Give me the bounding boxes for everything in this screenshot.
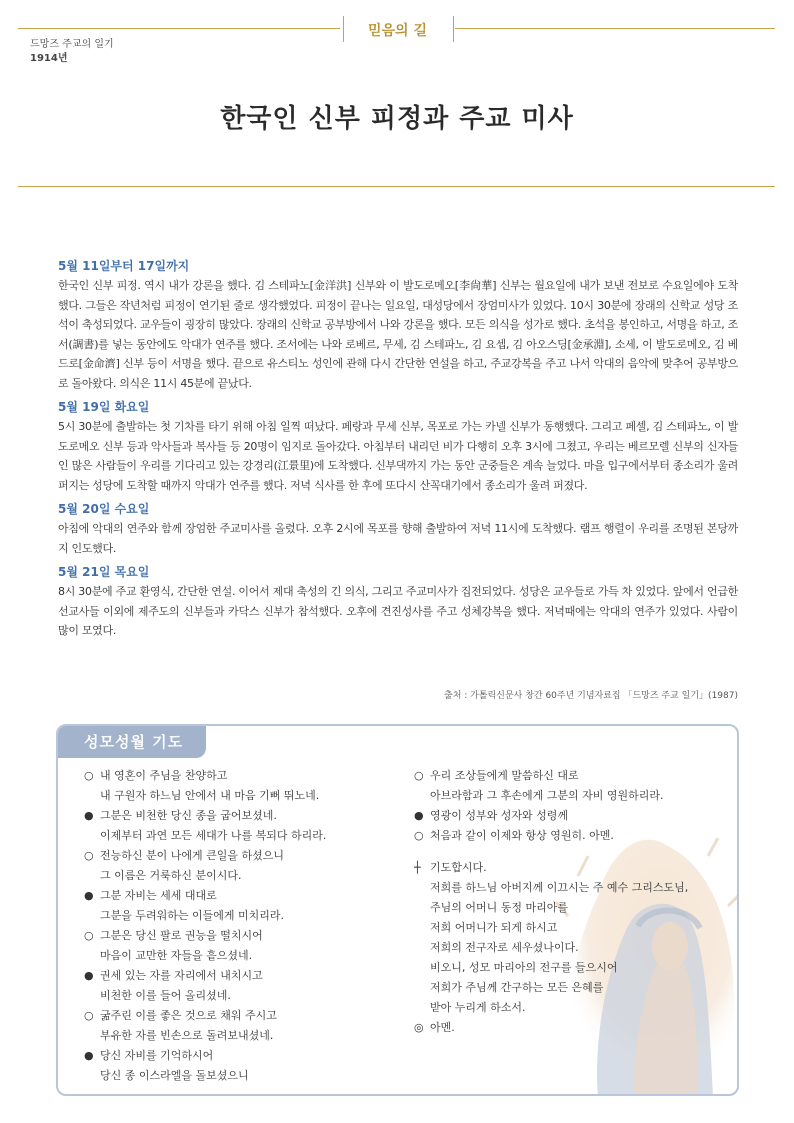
series-year: 1914년	[30, 53, 68, 64]
diary-entry	[58, 256, 738, 393]
verse-line: 내 영혼이 주님을 찬양하고	[100, 769, 228, 782]
prayer-verse	[414, 826, 734, 846]
verse-line: 그분은 비천한 당신 종을 굽어보셨네.	[100, 809, 277, 822]
verse-continuation: 아브라함과 그 후손에게 그분의 자비 영원하리라.	[430, 789, 664, 802]
verse-line: 처음과 같이 이제와 항상 영원히. 아멘.	[430, 829, 614, 842]
prayer-verse	[84, 1046, 414, 1086]
closing-amen: 아멘.	[430, 1021, 455, 1034]
prayer-heading: 성모성월 기도	[58, 726, 206, 758]
verse-bullet: ○	[414, 829, 424, 842]
verse-bullet: ●	[84, 969, 94, 982]
section-label: 믿음의 길	[368, 23, 427, 39]
prayer-verse	[84, 886, 414, 926]
entry-date: 5월 21일 목요일	[58, 565, 150, 579]
amen-icon: ◎	[414, 1021, 424, 1034]
source-citation: 출처 : 가톨릭신문사 창간 60주년 기념자료집 「드망즈 주교 일기」(1987)	[444, 691, 738, 701]
verse-line: 전능하신 분이 나에게 큰일을 하셨으니	[100, 849, 285, 862]
series-name: 드망즈 주교의 일기	[30, 39, 114, 50]
entry-date: 5월 11일부터 17일까지	[58, 259, 190, 273]
verse-bullet: ●	[414, 809, 424, 822]
verse-continuation: 이제부터 과연 모든 세대가 나를 복되다 하리라.	[100, 829, 327, 842]
verse-bullet: ●	[84, 1049, 94, 1062]
verse-continuation: 부유한 자를 빈손으로 돌려보내셨네.	[100, 1029, 274, 1042]
entry-body: 한국인 신부 피정. 역시 내가 강론을 했다. 김 스테파노[金洋洪] 신부와 이 발도로메오[李尙華] 신부는 월요일에 내가 보낸 전보로 수요일에야 도착했다. 그들은 작년처럼 피정이 연기된 줄로 생각했었다. 피정이 끝나는 일요일, 대성당에서 장엄미사가 있었다. 10시 30분에 장래의 신학교 성당 조석이 축성되었다. 교우들이 굉장히 많았다. 장래의 신학교 공부방에서 나와 강론을 했다. 모든 의식을 성가로 했다. 초석을 봉인하고, 서명을 하고, 조서(調書)를 넣는 동안에도 악대가 연주를 했다. 조서에는 나와 로베르, 무세, 김 스테파노, 김 요셉, 김 아오스딩[金承淵], 소세, 이 발도로메오, 김 베드로[金命濟] 신부 등이 서명을 했다. 끝으로 유스티노 성인에 관해 다시 간단한 연설을 하고, 주교강복을 주고 나서 악대의 음악에 맞추어 공부방으로 돌아왔다. 의식은 11시 45분에 끝났다.	[58, 279, 738, 390]
entry-body: 8시 30분에 주교 환영식, 간단한 연설. 이어서 제대 축성의 긴 의식, 그리고 주교미사가 집전되었다. 성당은 교우들로 가득 차 있었다. 앞에서 언급한 선교사들 이외에 제주도의 신부들과 카닥스 신부가 참석했다. 오후에 견진성사를 주고 성체강복을 했다. 저녁때에는 악대의 연주가 있었다. 사람이 많이 모였다.	[58, 585, 738, 637]
entry-date: 5월 19일 화요일	[58, 400, 150, 414]
verse-bullet: ○	[84, 1009, 94, 1022]
closing-line: 저희 어머니가 되게 하시고	[430, 921, 558, 934]
closing-intro: 기도합시다.	[430, 861, 487, 874]
entry-body: 5시 30분에 출발하는 첫 기차를 타기 위해 아침 일찍 떠났다. 페랑과 무세 신부, 목포로 가는 카넬 신부가 동행했다. 그리고 페셀, 김 스테파노, 이 발도로메오 신부 등과 악사들과 복사들 등 20명이 임지로 돌아갔다. 아침부터 내리던 비가 다행히 오후 3시에 그쳤고, 우리는 베르모렐 신부의 신자들인 많은 사람들이 우리를 기다리고 있는 강경리(江景里)에 도착했다. 신부댁까지 가는 동안 군중들은 계속 늘었다. 마을 입구에서부터 종소리가 울려 퍼지는 성당에 도착할 때까지 악대가 연주를 했다. 저녁 식사를 한 후에 또다시 산꼭대기에서 종소리가 울려 퍼졌다.	[58, 420, 738, 492]
verse-continuation: 마음이 교만한 자들을 흩으셨네.	[100, 949, 253, 962]
prayer-verse	[84, 806, 414, 846]
verse-gap	[414, 846, 734, 858]
verse-bullet: ●	[84, 809, 94, 822]
closing-line: 저희가 주님께 간구하는 모든 은혜를	[430, 981, 604, 994]
prayer-verse	[84, 926, 414, 966]
verse-bullet: ○	[84, 849, 94, 862]
verse-line: 굶주린 이를 좋은 것으로 채워 주시고	[100, 1009, 277, 1022]
closing-line: 받아 누리게 하소서.	[430, 1001, 526, 1014]
verse-line: 우리 조상들에게 말씀하신 대로	[430, 769, 579, 782]
closing-line: 저희의 전구자로 세우셨나이다.	[430, 941, 579, 954]
header-rule-left	[18, 28, 340, 29]
verse-continuation: 그분을 두려워하는 이들에게 미치리라.	[100, 909, 285, 922]
entry-date: 5월 20일 수요일	[58, 502, 150, 516]
prayer-verse	[414, 766, 734, 806]
verse-continuation: 그 이름은 거룩하신 분이시다.	[100, 869, 242, 882]
closing-line: 저희를 하느님 아버지께 이끄시는 주 예수 그리스도님,	[430, 881, 689, 894]
verse-line: 영광이 성부와 성자와 성령께	[430, 809, 569, 822]
series-info	[30, 38, 114, 66]
entry-body: 아침에 악대의 연주와 함께 장엄한 주교미사를 올렸다. 오후 2시에 목포를 향해 출발하여 저녁 11시에 도착했다. 램프 행렬이 우리를 조명된 본당까지 인도했다.	[58, 522, 738, 555]
closing-prayer	[414, 858, 734, 1038]
page-title: 한국인 신부 피정과 주교 미사	[220, 104, 574, 134]
prayer-column-left	[84, 766, 414, 1086]
verse-bullet: ○	[84, 929, 94, 942]
verse-line: 당신 자비를 기억하시어	[100, 1049, 214, 1062]
title-rule	[18, 186, 775, 187]
verse-line: 그분 자비는 세세 대대로	[100, 889, 217, 902]
closing-line: 주님의 어머니 동정 마리아를	[430, 901, 569, 914]
verse-line: 그분은 당신 팔로 권능을 떨치시어	[100, 929, 263, 942]
prayer-verse	[414, 806, 734, 826]
cross-icon: ┼	[414, 861, 421, 874]
prayer-verse	[84, 966, 414, 1006]
verse-continuation: 내 구원자 하느님 안에서 내 마음 기뻐 뛰노네.	[100, 789, 320, 802]
prayer-verse	[84, 846, 414, 886]
diary-article	[58, 252, 738, 645]
diary-entry	[58, 562, 738, 641]
verse-continuation: 비천한 이를 들어 올리셨네.	[100, 989, 231, 1002]
diary-entry	[58, 397, 738, 495]
diary-entry	[58, 499, 738, 558]
closing-line: 비오니, 성모 마리아의 전구를 들으시어	[430, 961, 618, 974]
verse-bullet: ●	[84, 889, 94, 902]
verse-line: 권세 있는 자를 자리에서 내치시고	[100, 969, 263, 982]
verse-continuation: 당신 종 이스라엘을 돌보셨으니	[100, 1069, 249, 1082]
verse-bullet: ○	[414, 769, 424, 782]
prayer-verse	[84, 766, 414, 806]
prayer-box	[56, 724, 739, 1096]
verse-bullet: ○	[84, 769, 94, 782]
prayer-column-right	[414, 766, 734, 1038]
prayer-verse	[84, 1006, 414, 1046]
header-rule-right	[455, 28, 775, 29]
